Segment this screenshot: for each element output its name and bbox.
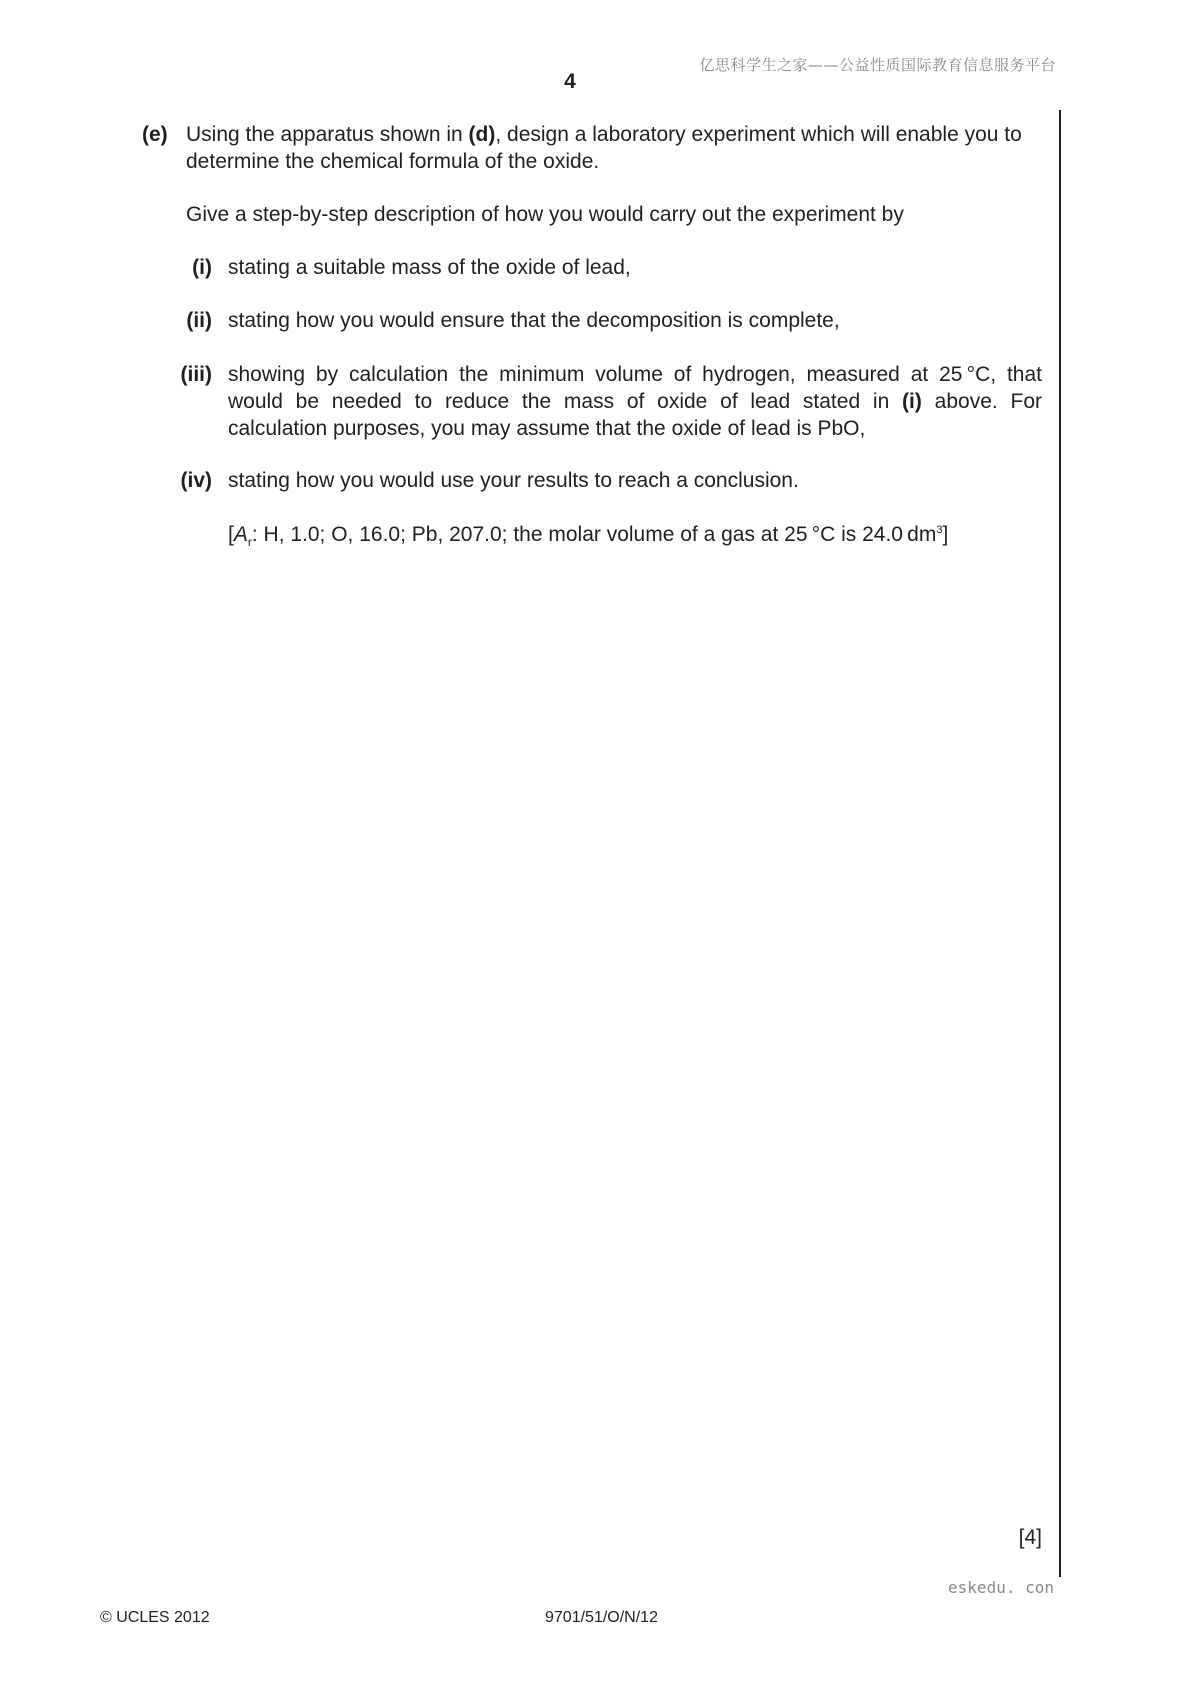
relative-mass-symbol: A <box>233 523 248 546</box>
page-number: 4 <box>564 70 576 93</box>
question-intro: Using the apparatus shown in (d), design a laboratory experiment which will enable you to determine the chemical formula of the oxide. <box>186 123 1022 173</box>
item-reference: (i) <box>902 390 922 413</box>
part-label: (e) <box>142 123 168 146</box>
item-text: stating a suitable mass of the oxide of lead, <box>228 256 631 279</box>
header-watermark: 亿思科学生之家——公益性质国际教育信息服务平台 <box>699 56 1056 74</box>
item-text: showing by calculation the minimum volume of hydrogen, measured at 25 °C, that would be needed to reduce the mass of oxide of lead stated in (i) above. For calculation purposes, you may assume that the oxide of lead is PbO, <box>228 363 1042 440</box>
intro-reference: (d) <box>468 123 496 146</box>
question-instruction: Give a step-by-step description of how you would carry out the experiment by <box>186 203 904 226</box>
copyright: © UCLES 2012 <box>100 1609 210 1626</box>
item-text: stating how you would use your results to reach a conclusion. <box>228 469 799 492</box>
marks-allocation: [4] <box>1018 1526 1042 1549</box>
item-label: (iv) <box>180 469 212 492</box>
paper-code: 9701/51/O/N/12 <box>545 1609 658 1626</box>
item-label: (ii) <box>186 309 212 332</box>
item-label: (i) <box>192 256 212 279</box>
data-line: [$A_r$: H, 1.0; O, 16.0; Pb, 207.0; the molar volume of a gas at 25 °C is 24.0 $dm^3$] <box>228 523 949 550</box>
item-text: stating how you would ensure that the decomposition is complete, <box>228 309 840 332</box>
footer-watermark: eskedu. con <box>948 1578 1054 1597</box>
margin-rule <box>1059 110 1061 1577</box>
item-label: (iii) <box>180 363 212 386</box>
